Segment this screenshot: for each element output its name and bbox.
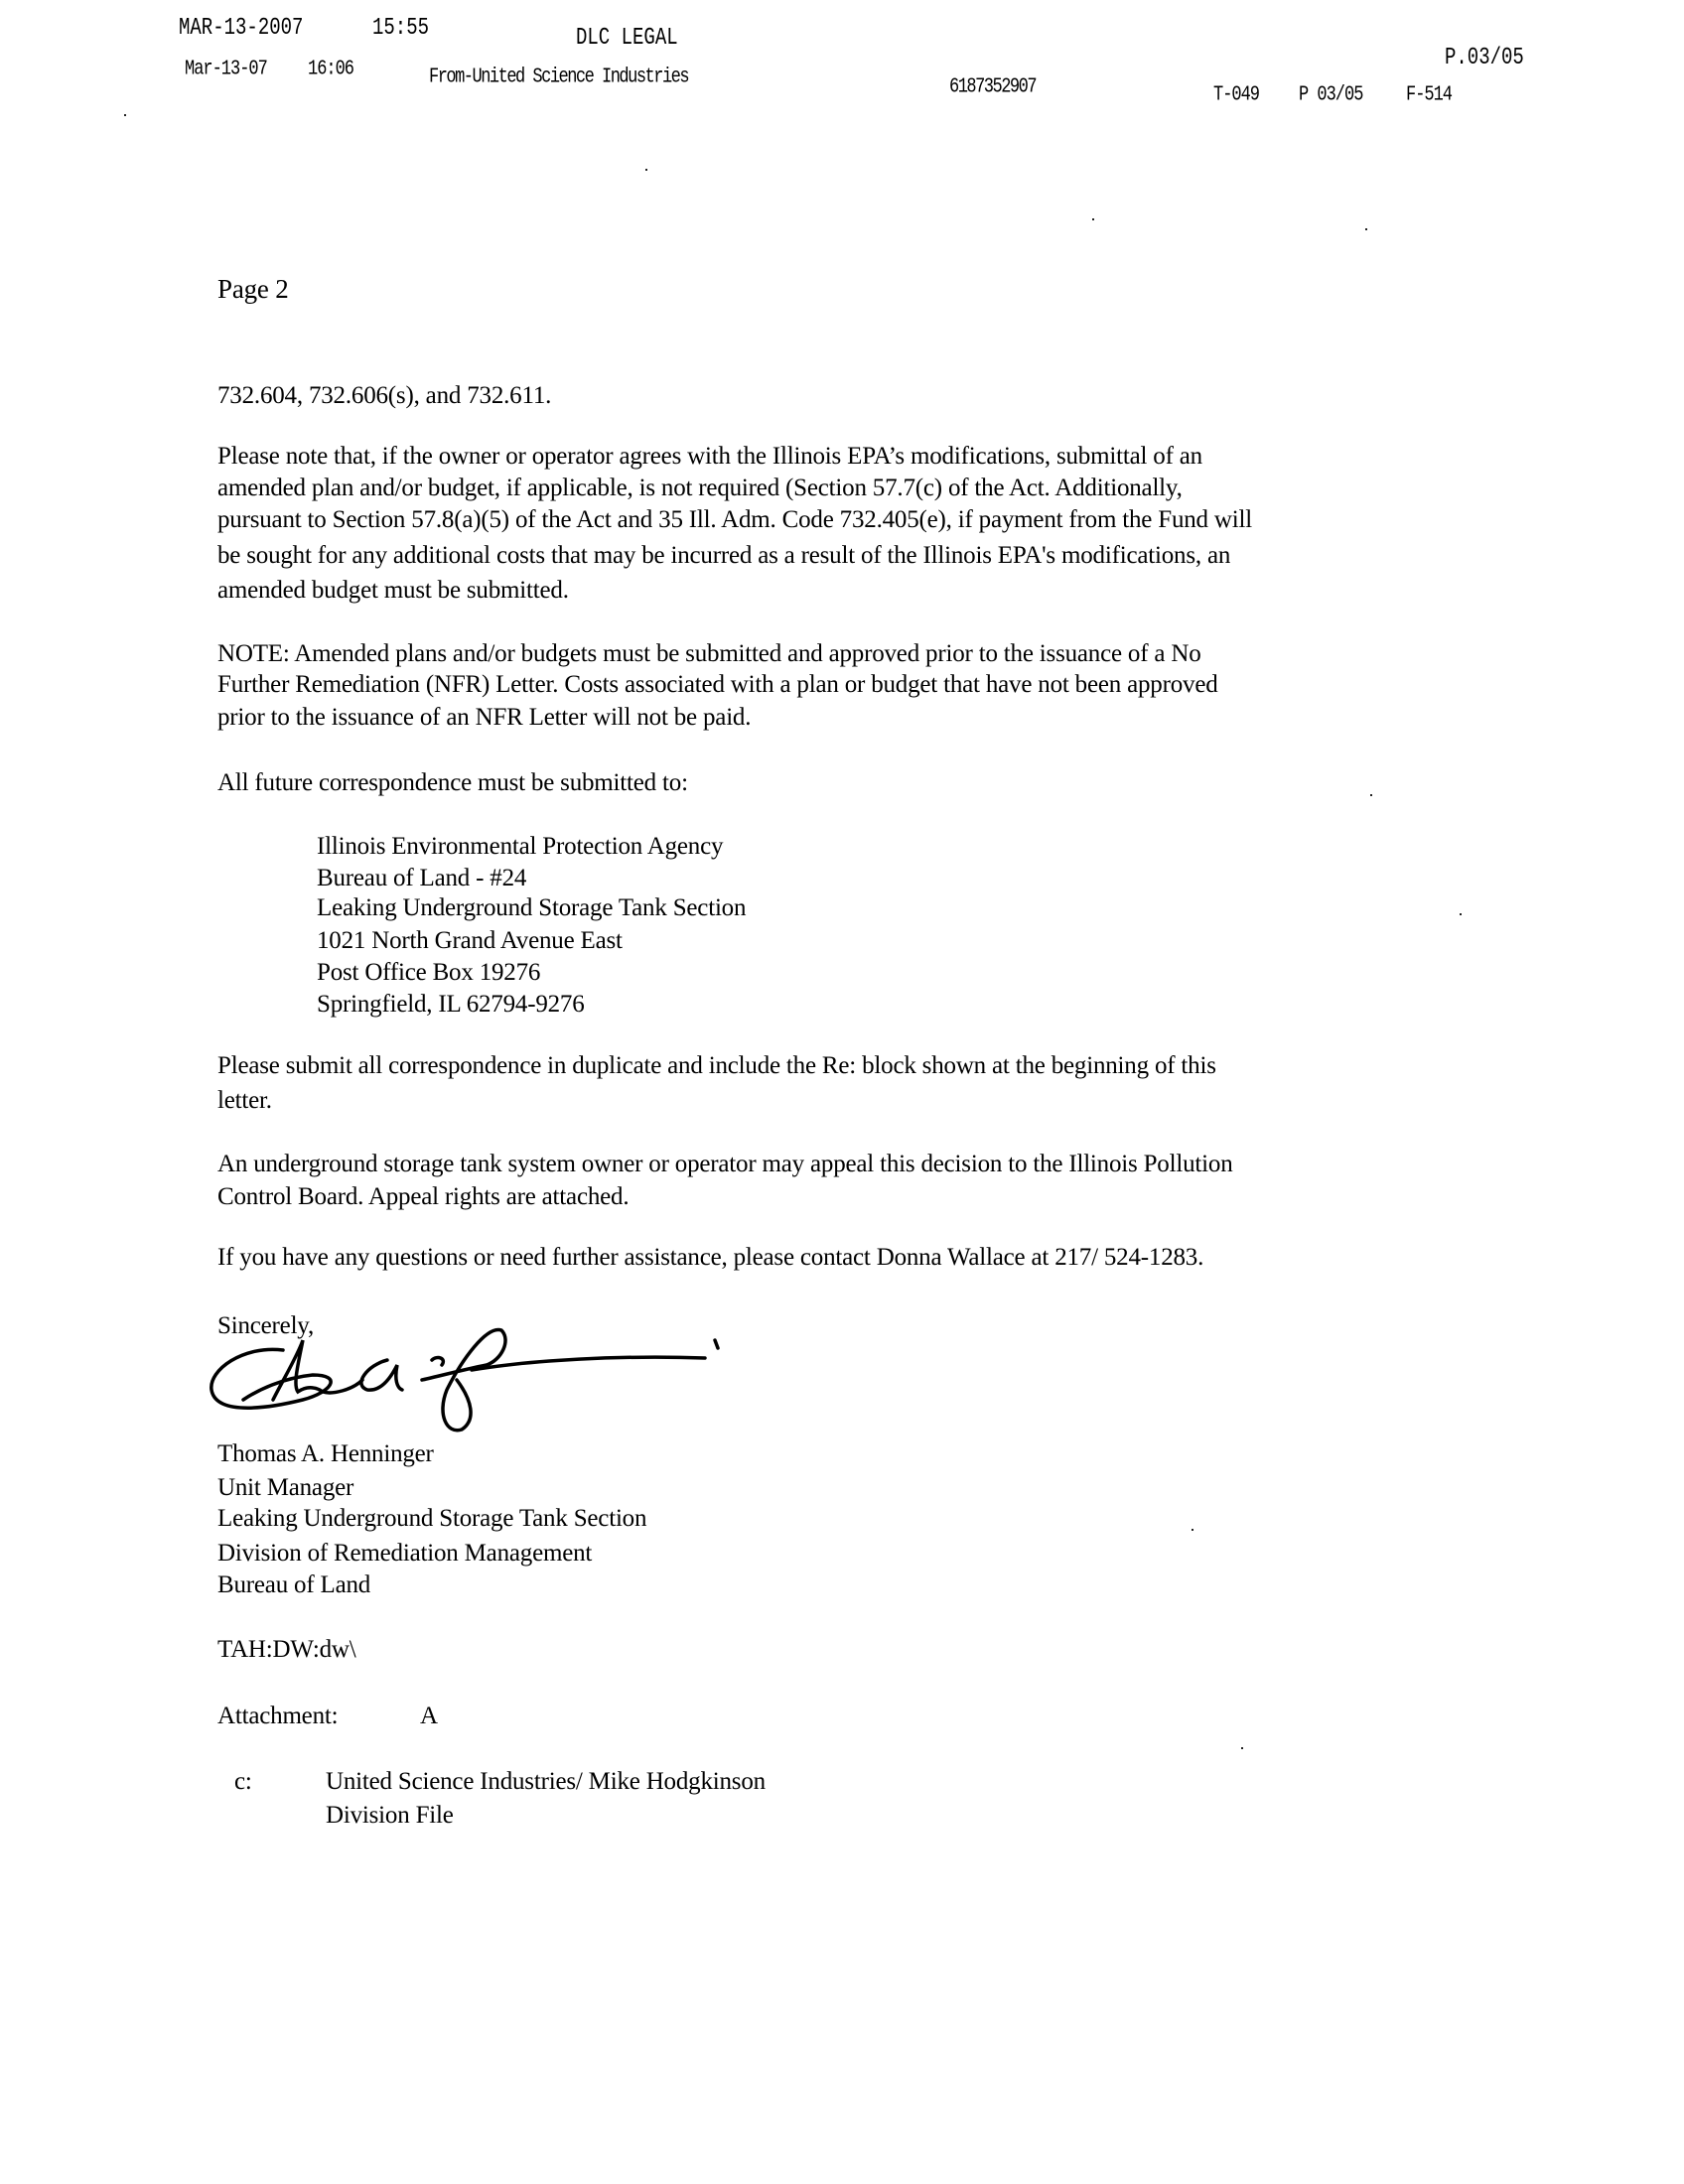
address-line: Leaking Underground Storage Tank Section	[317, 894, 747, 921]
signer-division: Division of Remediation Management	[217, 1540, 593, 1567]
text-line: Please submit all correspondence in duplicate and include the Re: block shown at the beginning of this	[217, 1052, 1216, 1079]
signer-bureau: Bureau of Land	[217, 1571, 371, 1598]
cc-line: United Science Industries/ Mike Hodgkinson	[326, 1768, 766, 1795]
signature	[204, 1320, 740, 1449]
text-line: If you have any questions or need further assistance, please contact Donna Wallace at 217/ 524-1283.	[217, 1244, 1204, 1271]
text-line: letter.	[217, 1087, 272, 1114]
signer-name: Thomas A. Henninger	[217, 1440, 434, 1467]
scan-speck	[1370, 794, 1372, 796]
signer-section: Leaking Underground Storage Tank Section	[217, 1505, 647, 1532]
initials: TAH:DW:dw\	[217, 1636, 356, 1663]
fax-page-2: P 03/05	[1299, 83, 1363, 107]
text-line: 732.604, 732.606(s), and 732.611.	[217, 382, 552, 409]
scan-speck	[1092, 218, 1094, 220]
address-line: Bureau of Land - #24	[317, 865, 527, 891]
fax-t-number: T-049	[1213, 83, 1260, 107]
text-line: An underground storage tank system owner or operator may appeal this decision to the Illinois Pollution	[217, 1151, 1233, 1177]
text-line: prior to the issuance of an NFR Letter will not be paid.	[217, 704, 752, 731]
scan-speck	[1241, 1747, 1243, 1749]
scan-speck	[124, 114, 126, 116]
fax-f-number: F-514	[1406, 83, 1453, 107]
closing: Sincerely,	[217, 1312, 315, 1339]
attachment-value: A	[420, 1703, 438, 1729]
fax-date-1: MAR-13-2007	[179, 14, 304, 42]
cc-label: c:	[234, 1768, 252, 1795]
fax-time-1: 15:55	[372, 14, 430, 42]
fax-date-2: Mar-13-07	[185, 58, 267, 81]
fax-from: From-United Science Industries	[429, 66, 689, 89]
fax-sender: DLC LEGAL	[576, 24, 678, 52]
fax-time-2: 16:06	[308, 58, 354, 81]
text-line: amended plan and/or budget, if applicable, is not required (Section 57.7(c) of the Act. Additionally,	[217, 475, 1183, 501]
page-label: Page 2	[217, 274, 289, 304]
text-line: Please note that, if the owner or operator agrees with the Illinois EPA’s modifications, submittal of an	[217, 443, 1202, 470]
text-line: Control Board. Appeal rights are attached.	[217, 1183, 630, 1210]
address-line: 1021 North Grand Avenue East	[317, 927, 623, 954]
address-line: Post Office Box 19276	[317, 959, 541, 986]
scan-speck	[1192, 1529, 1193, 1531]
scan-speck	[645, 169, 647, 171]
attachment-label: Attachment:	[217, 1703, 339, 1729]
scan-speck	[1365, 228, 1367, 230]
fax-phone: 6187352907	[949, 75, 1037, 99]
signer-title: Unit Manager	[217, 1474, 354, 1501]
address-line: Illinois Environmental Protection Agency	[317, 833, 724, 860]
text-line: NOTE: Amended plans and/or budgets must be submitted and approved prior to the issuance of a No	[217, 640, 1201, 667]
text-line: be sought for any additional costs that may be incurred as a result of the Illinois EPA's modifications, an	[217, 542, 1231, 569]
cc-line: Division File	[326, 1802, 454, 1829]
text-line: All future correspondence must be submitted to:	[217, 769, 688, 796]
text-line: Further Remediation (NFR) Letter. Costs associated with a plan or budget that have not been approved	[217, 671, 1218, 698]
scan-speck	[1460, 913, 1462, 915]
address-line: Springfield, IL 62794-9276	[317, 991, 585, 1018]
text-line: pursuant to Section 57.8(a)(5) of the Act and 35 Ill. Adm. Code 732.405(e), if payment from the Fund will	[217, 506, 1253, 533]
fax-page-1: P.03/05	[1445, 44, 1524, 71]
text-line: amended budget must be submitted.	[217, 577, 569, 604]
